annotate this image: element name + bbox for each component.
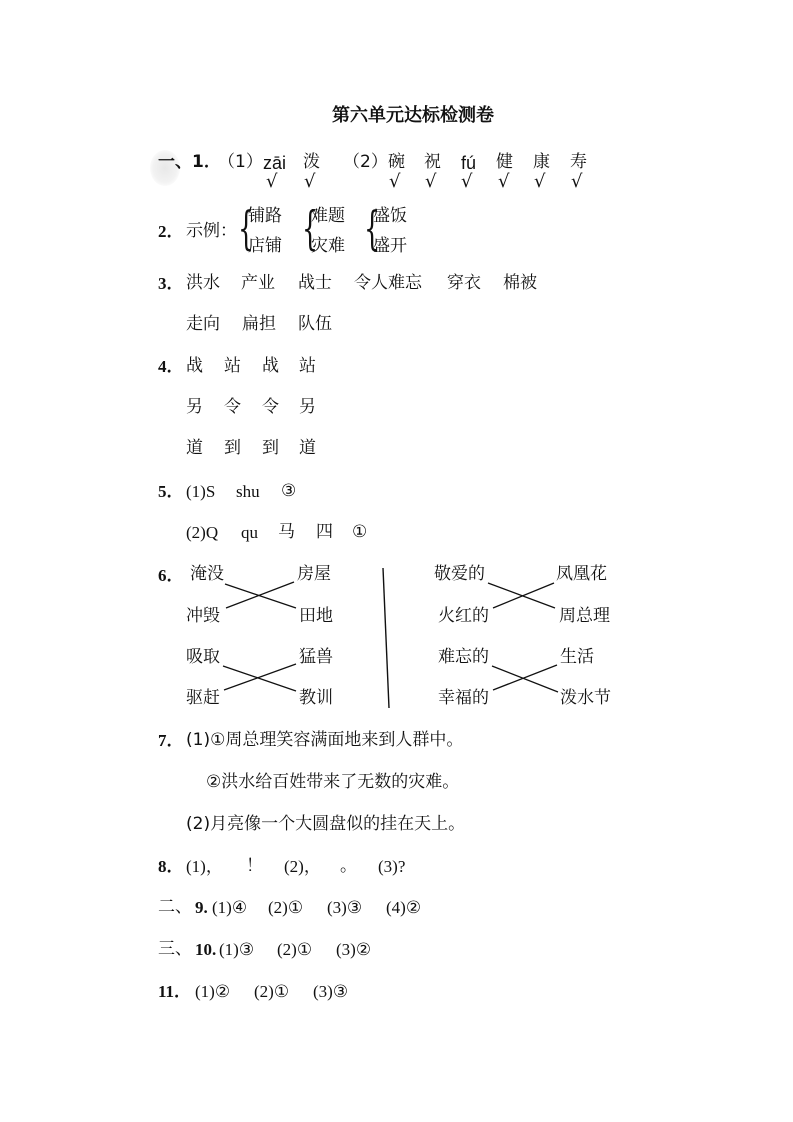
q6-word: 周总理 bbox=[559, 606, 610, 626]
q8-item: (3)? bbox=[378, 857, 406, 876]
match-line bbox=[223, 666, 296, 691]
q6-word: 冲毁 bbox=[186, 606, 220, 626]
divider-line bbox=[383, 568, 389, 708]
q4-char: 站 bbox=[299, 356, 316, 376]
q10-item: (2)① bbox=[277, 940, 313, 959]
check-mark-icon: √ bbox=[266, 171, 278, 192]
q4-char: 道 bbox=[186, 438, 203, 458]
q3-number: 3． bbox=[158, 274, 184, 293]
brace-icon: { bbox=[364, 201, 381, 255]
q1-part2-item: fú bbox=[461, 153, 477, 173]
q5-item: 马 bbox=[278, 522, 295, 542]
match-line bbox=[493, 665, 557, 690]
q3-word: 队伍 bbox=[298, 314, 332, 334]
q3-word: 走向 bbox=[186, 314, 220, 334]
q8-item: (2)， bbox=[284, 857, 321, 876]
q6-word: 敬爱的 bbox=[434, 564, 485, 584]
q5-number: 5． bbox=[158, 482, 184, 501]
q4-char: 令 bbox=[262, 397, 279, 417]
q8-item: ！ bbox=[246, 856, 263, 876]
match-line bbox=[224, 664, 296, 690]
q6-word: 幸福的 bbox=[438, 688, 489, 708]
q6-word: 难忘的 bbox=[438, 647, 489, 667]
q8-number: 8． bbox=[158, 857, 184, 876]
q9-item: (3)③ bbox=[327, 898, 363, 917]
q1-part2-label: （2） bbox=[343, 152, 388, 172]
q1-part2-item: 健 bbox=[496, 152, 513, 172]
q7-line: (1)①周总理笑容满面地来到人群中。 bbox=[186, 730, 464, 750]
q2-word: 难题 bbox=[311, 206, 345, 226]
q6-word: 凤凰花 bbox=[556, 564, 607, 584]
q5-item: ③ bbox=[281, 481, 297, 501]
q5-item: 四 bbox=[316, 522, 333, 542]
q2-word: 店铺 bbox=[248, 236, 282, 256]
q6-number: 6． bbox=[158, 566, 184, 585]
q4-char: 另 bbox=[186, 397, 203, 417]
q1-part2-item: 碗 bbox=[388, 152, 405, 172]
q2-word: 铺路 bbox=[248, 206, 282, 226]
q1-part1-label: （1） bbox=[218, 152, 263, 172]
q1-part2-item: 祝 bbox=[424, 152, 441, 172]
q6-word: 淹没 bbox=[190, 564, 224, 584]
q7-line: ②洪水给百姓带来了无数的灾难。 bbox=[206, 772, 460, 792]
q3-word: 产业 bbox=[241, 273, 275, 293]
q6-word: 泼水节 bbox=[560, 688, 611, 708]
q4-number: 4． bbox=[158, 357, 184, 376]
q2-number: 2． bbox=[158, 222, 184, 241]
q5-item: (1)S bbox=[186, 482, 216, 501]
check-mark-icon: √ bbox=[534, 171, 546, 192]
q6-word: 驱赶 bbox=[186, 688, 220, 708]
check-mark-icon: √ bbox=[389, 171, 401, 192]
q7-line: (2)月亮像一个大圆盘似的挂在天上。 bbox=[186, 814, 466, 834]
q4-char: 站 bbox=[224, 356, 241, 376]
check-mark-icon: √ bbox=[571, 171, 583, 192]
q8-item: (1)， bbox=[186, 857, 223, 876]
q3-word: 扁担 bbox=[242, 314, 276, 334]
q5-item: ① bbox=[352, 522, 368, 542]
check-mark-icon: √ bbox=[304, 171, 316, 192]
q6-word: 房屋 bbox=[297, 564, 331, 584]
q6-word: 教训 bbox=[299, 688, 333, 708]
q2-word: 灾难 bbox=[311, 236, 345, 256]
page-title: 第六单元达标检测卷 bbox=[332, 105, 494, 126]
q3-word: 洪水 bbox=[186, 273, 220, 293]
q9-item: (1)④ bbox=[212, 898, 248, 917]
q4-char: 战 bbox=[186, 356, 203, 376]
q2-label: 示例： bbox=[186, 221, 237, 241]
q4-char: 令 bbox=[224, 397, 241, 417]
section-two-label: 二、 bbox=[158, 897, 192, 917]
q6-word: 生活 bbox=[560, 647, 594, 667]
check-mark-icon: √ bbox=[498, 171, 510, 192]
q5-item: (2)Q bbox=[186, 523, 219, 542]
q3-word: 穿衣 bbox=[447, 273, 481, 293]
q1-prefix: 一、1． bbox=[158, 152, 221, 172]
q11-item: (1)② bbox=[195, 982, 231, 1001]
q6-word: 田地 bbox=[299, 606, 333, 626]
q8-item: 。 bbox=[340, 856, 357, 876]
q6-word: 火红的 bbox=[438, 606, 489, 626]
q6-word: 吸取 bbox=[186, 647, 220, 667]
q4-char: 到 bbox=[224, 438, 241, 458]
q1-part2-item: 康 bbox=[533, 152, 550, 172]
q1-part1-item: 泼 bbox=[303, 152, 320, 172]
q10-item: (1)③ bbox=[219, 940, 255, 959]
q4-char: 另 bbox=[299, 397, 316, 417]
section-three-label: 三、 bbox=[158, 939, 192, 959]
q5-item: shu bbox=[236, 482, 260, 501]
q10-item: (3)② bbox=[336, 940, 372, 959]
q9-number: 9. bbox=[195, 898, 208, 917]
q4-char: 到 bbox=[262, 438, 279, 458]
check-mark-icon: √ bbox=[425, 171, 437, 192]
q11-item: (2)① bbox=[254, 982, 290, 1001]
q3-word: 战士 bbox=[298, 273, 332, 293]
q9-item: (4)② bbox=[386, 898, 422, 917]
q9-item: (2)① bbox=[268, 898, 304, 917]
q3-word: 令人难忘 bbox=[354, 273, 422, 293]
q6-word: 猛兽 bbox=[299, 647, 333, 667]
brace-icon: { bbox=[302, 201, 319, 255]
brace-icon: { bbox=[238, 201, 255, 255]
q2-word: 盛开 bbox=[373, 236, 407, 256]
q11-item: (3)③ bbox=[313, 982, 349, 1001]
q2-word: 盛饭 bbox=[373, 206, 407, 226]
q5-item: qu bbox=[241, 523, 258, 542]
q11-number: 11． bbox=[158, 982, 192, 1001]
q1-part1-item: zāi bbox=[263, 153, 287, 173]
q10-number: 10. bbox=[195, 940, 217, 959]
check-mark-icon: √ bbox=[461, 171, 473, 192]
q4-char: 战 bbox=[262, 356, 279, 376]
match-line bbox=[492, 666, 558, 692]
q7-number: 7． bbox=[158, 731, 184, 750]
q3-word: 棉被 bbox=[503, 273, 537, 293]
q4-char: 道 bbox=[299, 438, 316, 458]
q1-part2-item: 寿 bbox=[570, 152, 587, 172]
